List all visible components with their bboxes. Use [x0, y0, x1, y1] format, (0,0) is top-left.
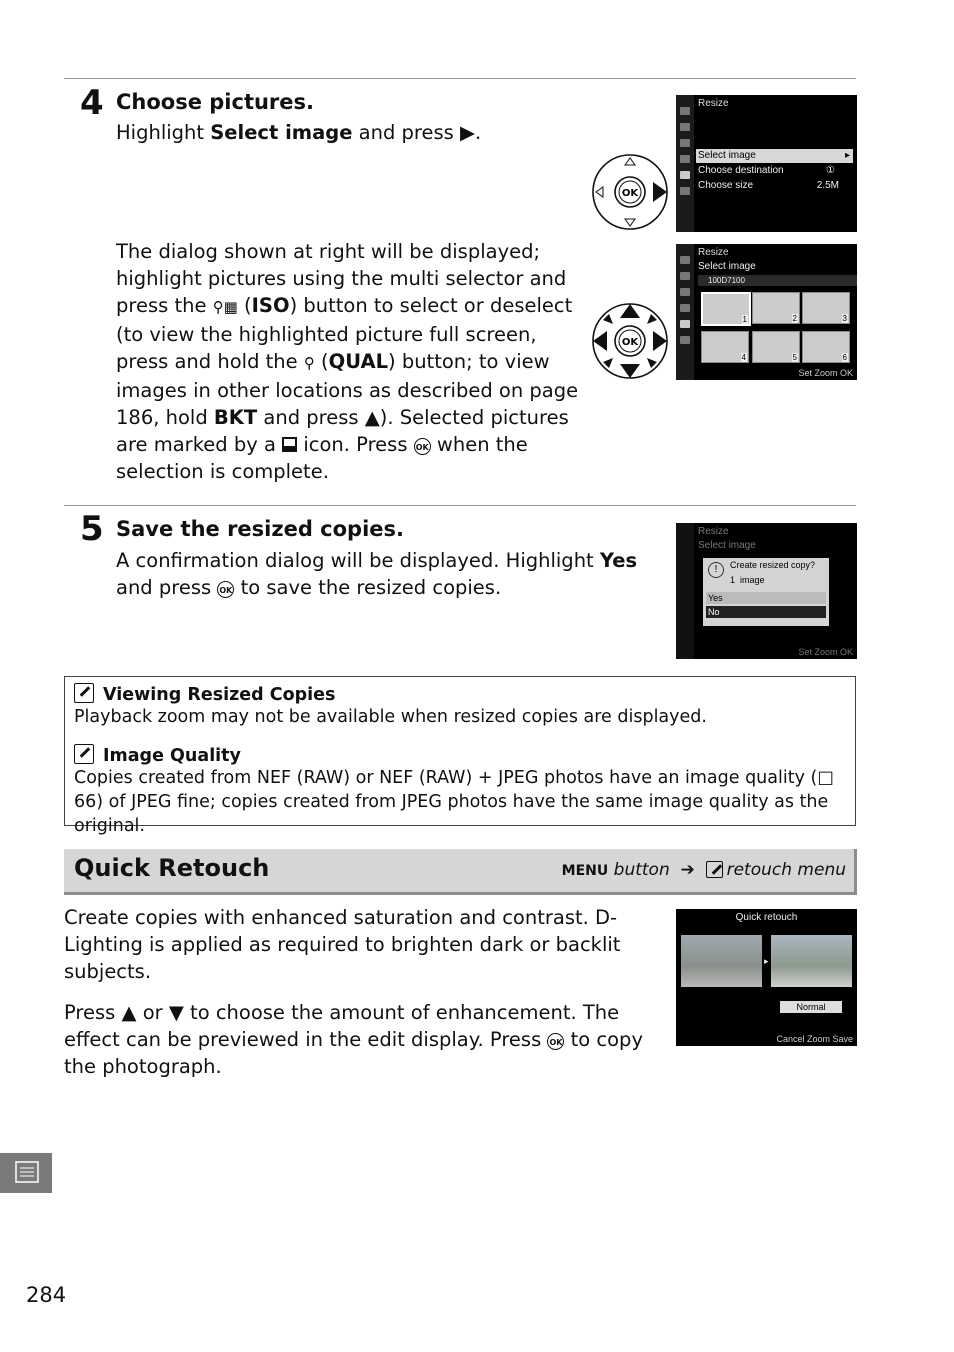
quick-retouch-instructions: Press ▲ or ▼ to choose the amount of enhancement. The effect can be previewed in the edit display. Press OK to copy the photograph.: [64, 1001, 643, 1078]
section-title: Quick Retouch: [74, 854, 270, 882]
multi-selector-right-icon: [591, 153, 671, 233]
screen-footer: Cancel Zoom Save: [776, 1034, 853, 1044]
thumbnail: 1: [701, 292, 751, 326]
zoom-in-icon: ⚲: [303, 354, 315, 372]
ok-button-icon: OK: [217, 581, 234, 598]
ok-button-icon: OK: [547, 1033, 564, 1050]
step-title: Choose pictures.: [116, 90, 315, 114]
menu-item-choose-destination: Choose destination ①: [698, 165, 835, 176]
note-heading: Viewing Resized Copies: [103, 685, 336, 705]
menu-item-choose-size: Choose size 2.5M: [698, 180, 839, 191]
note-text: Copies created from NEF (RAW) or NEF (RAW) + JPEG photos have an image quality (□ 66) of JPEG fine; copies created from JPEG photos have the same image quality as the original.: [74, 768, 834, 836]
thumbnail: 2: [752, 292, 800, 324]
multi-selector-all-icon: [591, 302, 671, 382]
quick-retouch-intro: Create copies with enhanced saturation and contrast. D-Lighting is applied as required to brighten dark or backlit subjects.: [64, 906, 621, 983]
zoom-out-icon: ⚲▦: [212, 298, 238, 316]
arrow-icon: ▸: [764, 956, 769, 966]
svg-text:OK: OK: [621, 188, 639, 199]
top-rule: [64, 78, 856, 79]
confirm-count: 1 image: [730, 575, 765, 585]
confirm-yes: Yes: [706, 592, 826, 604]
screen-footer: Set Zoom OK: [798, 368, 853, 378]
confirm-dialog: ! Create resized copy? 1 image Yes No: [703, 558, 829, 626]
arrow-icon: ➔: [680, 860, 695, 880]
step-number: 5: [80, 509, 104, 549]
note-text: Playback zoom may not be available when resized copies are displayed.: [74, 707, 707, 727]
retouch-menu-icon: [706, 861, 723, 878]
menu-item-select-image: Select image ▸: [696, 149, 853, 163]
section-rule: [64, 505, 856, 506]
section-banner: [64, 849, 857, 895]
notes-box: [64, 676, 856, 836]
retouch-section-tab: [0, 1153, 52, 1193]
confirm-no: No: [706, 606, 826, 618]
screen-subtitle: Select image: [698, 540, 756, 551]
thumbnail: 5: [752, 331, 800, 363]
camera-screen-select-image: [676, 244, 857, 380]
step5-description: A confirmation dialog will be displayed. Highlight Yes and press OK to save the resized copies.: [116, 549, 638, 599]
enhancement-level: Normal: [780, 1001, 842, 1013]
note-pencil-icon: [74, 744, 94, 764]
svg-text:OK: OK: [621, 337, 639, 348]
retouched-preview: [771, 935, 852, 987]
camera-screen-resize-menu: [676, 95, 857, 232]
step-number: 4: [80, 83, 104, 123]
page-number: 284: [26, 1283, 67, 1307]
ok-button-icon: OK: [414, 438, 431, 455]
screen-title: Resize: [698, 98, 729, 109]
confirm-question: Create resized copy?: [730, 560, 816, 570]
note-heading: Image Quality: [103, 746, 241, 766]
original-preview: [681, 935, 762, 987]
camera-screen-confirm: [676, 523, 857, 659]
thumbnail: 4: [701, 331, 749, 363]
step4-description: The dialog shown at right will be displayed; highlight pictures using the multi selector and press the ⚲▦ (ISO) button to select or deselect (to view the highlighted picture full screen, press and hold the ⚲ (QUAL) button; to view images in other locations as described on page 186, hold BKT and press ▲). Selected pictures are marked by a icon. Press OK when the selection is complete.: [116, 240, 579, 483]
note-image-quality: [74, 744, 850, 838]
screen-title: Resize: [698, 526, 729, 537]
step-title: Save the resized copies.: [116, 517, 405, 541]
camera-screen-quick-retouch: [676, 909, 857, 1046]
retouch-menu-icon: [0, 1153, 52, 1193]
screen-title: Resize: [698, 247, 729, 258]
selected-mark-icon: [282, 437, 297, 452]
screen-subtitle: Select image: [698, 261, 756, 272]
menu-path: MENU button ➔ retouch menu: [561, 860, 846, 880]
thumbnail: 3: [802, 292, 850, 324]
note-viewing-resized: [74, 683, 707, 729]
screen-footer: Set Zoom OK: [798, 647, 853, 657]
note-pencil-icon: [74, 683, 94, 703]
screen-title: Quick retouch: [735, 912, 798, 923]
thumbnail: 6: [802, 331, 850, 363]
folder-label: 100D7100: [698, 275, 857, 286]
step4-instruction: Highlight Select image and press ▶.: [116, 121, 482, 144]
menu-key-label: MENU: [561, 863, 609, 879]
